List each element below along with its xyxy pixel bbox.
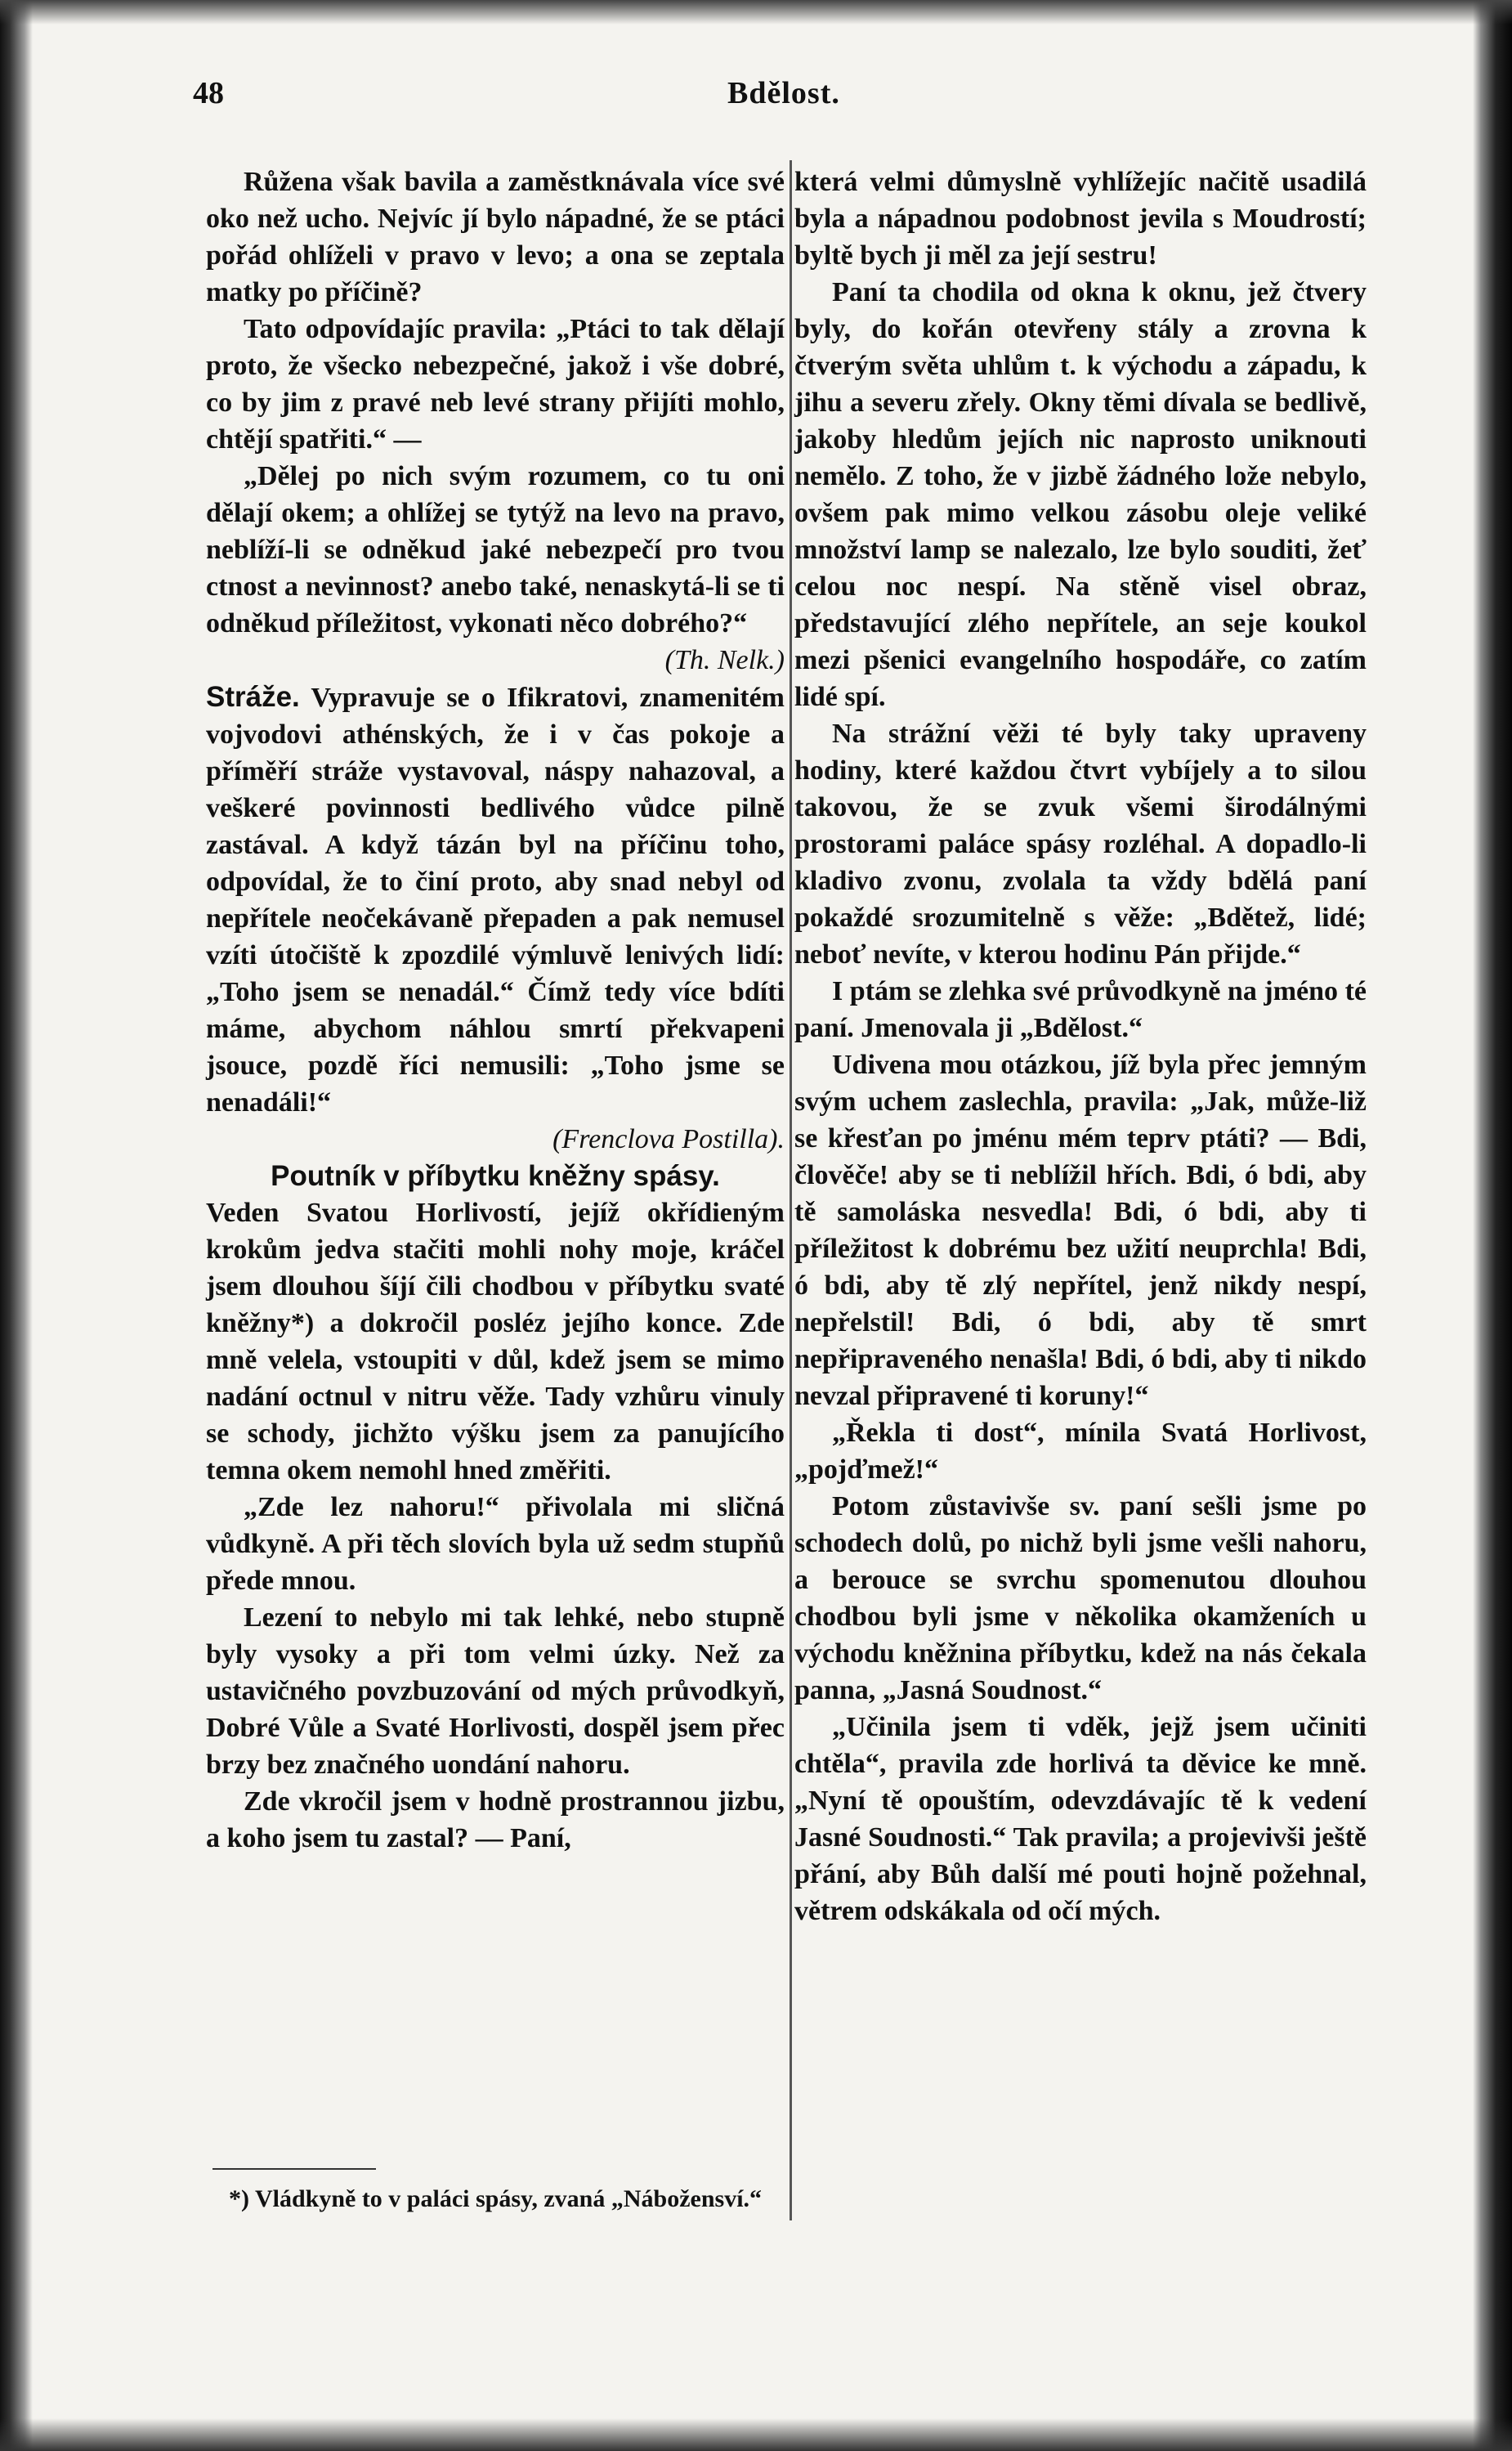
paragraph: která velmi důmyslně vyhlížejíc načitě usadilá byla a nápadnou podobnost jevila s Moudrostí; byltě bych ji měl za její sestru! [794,167,1367,271]
paragraph: „Řekla ti dost“, mínila Svatá Horlivost, „pojďmež!“ [794,1418,1367,1485]
attribution: (Th. Nelk.) [664,645,785,675]
paragraph: „Zde lez nahoru!“ přivolala mi sličná vůdkyně. A při těch slovích byla už sedm stupňů přede mnou. [206,1492,785,1596]
paragraph: Zde vkročil jsem v hodně prostrannou jizbu, a koho jsem tu zastal? — Paní, [206,1786,785,1853]
footnote: *) Vládkyně to v paláci spásy, zvaná „Nábožensví.“ [229,2185,763,2212]
paragraph: Vypravuje se o Ifikratovi, znamenitém vojvodovi athénských, že i v čas pokoje a příměří stráže vystavoval, náspy nahazoval, a veškeré povinnosti bedlivého vůdce pilně zastával. A když tázán byl na příčinu toho, odpovídal, že to činí proto, aby snad nebyl od nepřítele neočekávaně přepaden a pak nemusel vzíti útočiště k zpozdilé výmluvě lenivých lidí: „Toho jsem se nenadál.“ Čímž tedy více bdíti máme, abychom náhlou smrtí překvapeni jsouce, pozdě říci nemusili: „Toho jsme se nenadáli!“ [206,683,785,1118]
page-edge-shadow-top [0,0,1512,25]
attribution: (Frenclova Postilla). [552,1124,785,1154]
paragraph: I ptám se zlehka své průvodkyně na jméno té paní. Jmenovala ji „Bdělost.“ [794,976,1367,1043]
paragraph: Na strážní věži té byly taky upraveny hodiny, které každou čtvrt vybíjely a to silou takovou, že se zvuk všemi širodálnými prostorami paláce spásy rozléhal. A dopadlo-li kladivo zvonu, zvolala ta vždy bdělá paní pokaždé srozumitelně s věže: „Bdětež, lidé; neboť nevíte, v kterou hodinu Pán přijde.“ [794,719,1367,970]
paragraph: Paní ta chodila od okna k oknu, jež čtvery byly, do kořán otevřeny stály a zrovna k čtverým světa uhlům t. k východu a západu, k jihu a severu zřely. Okny těmi dívala se bedlivě, jakoby hledům jejích nic naprosto uniknouti nemělo. Z toho, že v jizbě žádného lože nebylo, ovšem pak mimo velkou zásobu oleje veliké množství lamp se nalezalo, lze bylo souditi, žeť celou noc nespí. Na stěně visel obraz, představující zlého nepřítele, an seje koukol mezi pšenici evangelního hospodáře, co zatím lidé spí. [794,277,1367,712]
page-number: 48 [193,76,224,110]
running-title: Bdělost. [727,76,840,110]
paragraph: Udivena mou otázkou, jíž byla přec jemným svým uchem zaslechla, pravila: „Jak, může-liž se křesťan po jménu mém teprv ptáti? — Bdi, člověče! aby se ti neblížil hřích. Bdi, ó bdi, aby tě samoláska nesvedla! Bdi, ó bdi, aby ti příležitost k dobrému bez užití neuprchla! Bdi, ó bdi, aby tě zlý nepřítel, jenž nikdy nespí, nepřelstil! Bdi, ó bdi, aby tě smrt nepřipraveného nenašla! Bdi, ó bdi, aby ti nikdo nevzal připravené ti koruny!“ [794,1050,1367,1411]
footnote-rule [212,2168,376,2170]
page-edge-shadow-left [0,0,33,2451]
paragraph: Tato odpovídajíc pravila: „Ptáci to tak dělají proto, že všecko nebezpečné, jakož i vše dobré, co by jim z pravé neb levé strany přijíti mohlo, chtějí spatřiti.“ — [206,314,785,455]
page-edge-shadow-right [1473,0,1512,2451]
right-column [794,164,1367,1929]
column-divider [790,160,792,2220]
paragraph: Růžena však bavila a zaměstknávala více své oko než ucho. Nejvíc jí bylo nápadné, že se ptáci pořád ohlíželi v pravo v levo; a ona se zeptala matky po příčině? [206,167,785,307]
paragraph: Lezení to nebylo mi tak lehké, nebo stupně byly vysoky a při tom velmi úzky. Než za ustavičného povzbuzování od mých průvodkyň, Dobré Vůle a Svaté Horlivosti, dospěl jsem přec brzy bez značného uondání nahoru. [206,1602,785,1780]
paragraph: Veden Svatou Horlivostí, jejíž okřídieným krokům jedva stačiti mohli nohy moje, kráčel jsem dlouhou šíjí čili chodbou v příbytku svaté kněžny*) a dokročil posléz jejího konce. Zde mně velela, vstoupiti v důl, kdež jsem se mimo nadání octnul v nitru věže. Tady vzhůru vinuly se schody, jichžto výšku jsem za panujícího temna okem nemohl hned změřiti. [206,1198,785,1485]
paragraph: Potom zůstavivše sv. paní sešli jsme po schodech dolů, po nichž byli jsme vešli nahoru, a berouce se svrchu spomenutou dlouhou chodbou byli jsme v několika okamženích u východu kněžnina příbytku, kdež na nás čekala panna, „Jasná Soudnost.“ [794,1491,1367,1705]
section-stráže [206,679,785,1121]
section-heading: Poutník v příbytku kněžny spásy. [271,1160,720,1192]
paragraph: „Dělej po nich svým rozumem, co tu oni dělají okem; a ohlížej se tytýž na levo na pravo, neblíží-li se odněkud jaké nebezpečí pro tvou ctnost a nevinnost? anebo také, nenaskytá-li se ti odněkud příležitost, vykonati něco dobrého?“ [206,461,785,639]
paragraph: „Učinila jsem ti vděk, jejž jsem učiniti chtěla“, pravila zde horlivá ta děvice ke mně. „Nyní tě opouštím, odevzdávajíc tě k vedení Jasné Soudnosti.“ Tak pravila; a projevivši ještě přání, aby Bůh další mé pouti hojně požehnal, větrem odskákala od očí mých. [794,1712,1367,1926]
page-edge-shadow-bottom [0,2418,1512,2451]
left-column [206,164,785,1857]
section-heading: Stráže. [206,681,300,713]
